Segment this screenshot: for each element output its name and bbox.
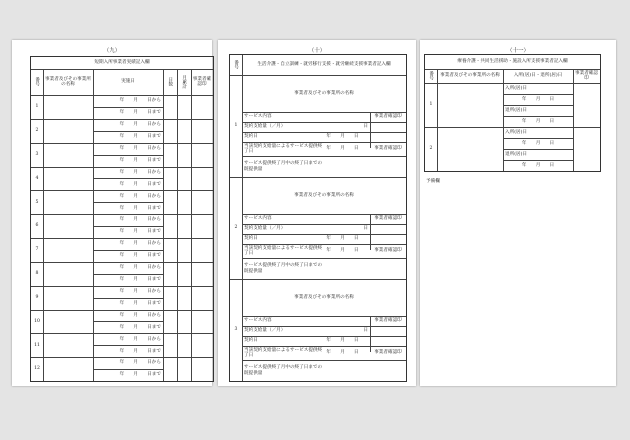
left-row-to: 年 月 日まで <box>119 229 161 235</box>
middle-name-label: 事業者及びその事業所の名称 <box>294 294 354 300</box>
left-row-number: 5 <box>35 199 39 205</box>
middle-row-label: 契約日 <box>244 236 258 242</box>
middle-stamp-divider <box>370 316 371 352</box>
middle-row-date: 年 月 日 <box>326 146 359 152</box>
right-col-date: 入所(居)日・退所(居)日 <box>513 73 563 79</box>
right-note: 予備欄 <box>426 179 440 184</box>
middle-row-unit: 日 <box>363 124 368 130</box>
right-table-title: 療養介護・共同生活援助・施設入所支援事業者記入欄 <box>457 59 568 65</box>
middle-row-label: 契約支給量（／月） <box>244 226 286 232</box>
left-row-from: 年 月 日から <box>119 98 161 104</box>
left-row-from: 年 月 日から <box>119 360 161 366</box>
left-row-to: 年 月 日まで <box>119 110 161 116</box>
middle-table-title: 生活介護・自立訓練・就労移行支援・就労継続支援事業者記入欄 <box>257 62 391 68</box>
middle-stamp-divider <box>370 112 371 148</box>
middle-table <box>229 54 407 382</box>
left-row-from: 年 月 日から <box>119 288 161 294</box>
left-row-number: 6 <box>35 223 39 229</box>
middle-row-date: 年 月 日 <box>326 134 359 140</box>
left-row-to: 年 月 日まで <box>119 181 161 187</box>
right-column-divider <box>573 69 574 171</box>
middle-row-date: 年 月 日 <box>326 236 359 242</box>
right-col-stamp: 事業者確認印 <box>575 70 598 81</box>
middle-row-label: サービス提供終了月中の終了日までの既提供量 <box>244 161 323 172</box>
middle-row-date: 年 月 日 <box>326 338 359 344</box>
right-date-line: 年 月 日 <box>521 140 555 146</box>
middle-stamp-divider <box>370 214 371 250</box>
left-row-to: 年 月 日まで <box>119 134 161 139</box>
left-row-number: 2 <box>35 128 39 134</box>
left-row-from: 年 月 日から <box>119 312 161 318</box>
middle-row-stamp: 事業者確認印 <box>374 114 402 120</box>
left-row-number: 10 <box>34 318 40 324</box>
middle-row-stamp: 事業者確認印 <box>374 216 402 222</box>
left-col-confirm: 月累計 <box>181 75 187 89</box>
middle-name-label: 事業者及びその事業所の名称 <box>294 90 354 96</box>
middle-row-stamp: 事業者確認印 <box>374 350 402 356</box>
left-row-to: 年 月 日まで <box>119 253 161 259</box>
middle-row-label: 契約日 <box>244 338 258 344</box>
middle-row-label: 契約支給量（／月） <box>244 124 286 130</box>
right-block-number: 2 <box>429 146 433 152</box>
left-row-to: 年 月 日まで <box>119 300 161 306</box>
middle-block-number: 1 <box>234 123 238 129</box>
middle-row-label: サービス内容 <box>244 216 272 222</box>
left-row-to: 年 月 日まで <box>119 348 161 354</box>
left-table-title: 短期入所事業者実績記入欄 <box>94 60 150 66</box>
right-block-number: 1 <box>429 102 433 108</box>
left-row-to: 年 月 日まで <box>119 324 161 330</box>
right-date-line: 退所(居)日 <box>505 107 527 113</box>
left-row-from: 年 月 日から <box>119 217 161 223</box>
middle-row-unit: 日 <box>363 226 368 232</box>
left-row-number: 7 <box>35 247 39 253</box>
left-row-from: 年 月 日から <box>119 145 161 151</box>
left-row-to: 年 月 日まで <box>119 205 161 211</box>
left-row-from: 年 月 日から <box>119 265 161 271</box>
left-row-to: 年 月 日まで <box>119 277 161 282</box>
middle-row-label: 契約支給量（／月） <box>244 328 286 334</box>
right-col-name: 事業者及びその事業所の名称 <box>440 73 500 79</box>
middle-block-number: 2 <box>234 225 238 231</box>
middle-row-stamp: 事業者確認印 <box>374 318 402 324</box>
right-date-line: 入所(居)日 <box>505 85 527 91</box>
left-row-to: 年 月 日まで <box>119 157 161 163</box>
left-row-from: 年 月 日から <box>119 241 161 247</box>
middle-block-number: 3 <box>234 327 238 333</box>
left-row-number: 12 <box>34 366 40 372</box>
middle-row-label: サービス内容 <box>244 114 272 120</box>
left-row-from: 年 月 日から <box>119 193 161 199</box>
left-section-number: （九） <box>103 48 121 54</box>
left-table <box>30 56 214 382</box>
middle-row-label: サービス提供終了月中の終了日までの既提供量 <box>244 365 323 376</box>
middle-row-date: 年 月 日 <box>326 248 359 254</box>
middle-row-date: 年 月 日 <box>326 350 359 356</box>
right-date-line: 年 月 日 <box>521 162 555 168</box>
left-col-no: 番号 <box>34 77 40 87</box>
middle-row-stamp: 事業者確認印 <box>374 248 402 254</box>
middle-row-label: 当該契約支給量によるサービス提供終了日 <box>244 143 323 154</box>
right-date-line: 退所(居)日 <box>505 151 527 157</box>
left-row-number: 8 <box>35 271 39 277</box>
middle-row-stamp: 事業者確認印 <box>374 146 402 152</box>
left-row-number: 1 <box>35 104 39 110</box>
left-row-from: 年 月 日から <box>119 336 161 342</box>
right-col-no: 番号 <box>428 71 434 81</box>
middle-section-number: （十） <box>308 48 326 54</box>
right-date-line: 年 月 日 <box>521 118 555 124</box>
middle-row-label: サービス内容 <box>244 318 272 324</box>
left-row-from: 年 月 日から <box>119 169 161 175</box>
left-row-to: 年 月 日まで <box>119 372 161 378</box>
middle-name-label: 事業者及びその事業所の名称 <box>294 192 354 198</box>
left-row-from: 年 月 日から <box>119 122 161 128</box>
right-date-line: 入所(居)日 <box>505 129 527 135</box>
middle-row-label: 契約日 <box>244 134 258 140</box>
middle-row-unit: 日 <box>363 328 368 334</box>
middle-row-label: サービス提供終了月中の終了日までの既提供量 <box>244 263 323 274</box>
middle-row-label: 当該契約支給量によるサービス提供終了日 <box>244 245 323 256</box>
left-col-name: 事業者及びその事業所の名称 <box>45 76 91 87</box>
left-row-number: 4 <box>35 175 39 181</box>
left-row-number: 9 <box>35 294 39 300</box>
left-col-stamp: 事業者確認印 <box>192 76 212 87</box>
left-col-days: 日数 <box>167 77 173 87</box>
left-row-number: 3 <box>35 151 39 157</box>
left-row-number: 11 <box>34 342 40 348</box>
middle-row-label: 当該契約支給量によるサービス提供終了日 <box>244 347 323 358</box>
right-date-line: 年 月 日 <box>521 96 555 102</box>
right-table <box>424 54 601 172</box>
left-col-date: 実施日 <box>121 79 135 85</box>
right-column-divider <box>437 69 438 171</box>
middle-col-no: 番号 <box>233 60 239 70</box>
right-section-number: （十一） <box>506 48 529 54</box>
